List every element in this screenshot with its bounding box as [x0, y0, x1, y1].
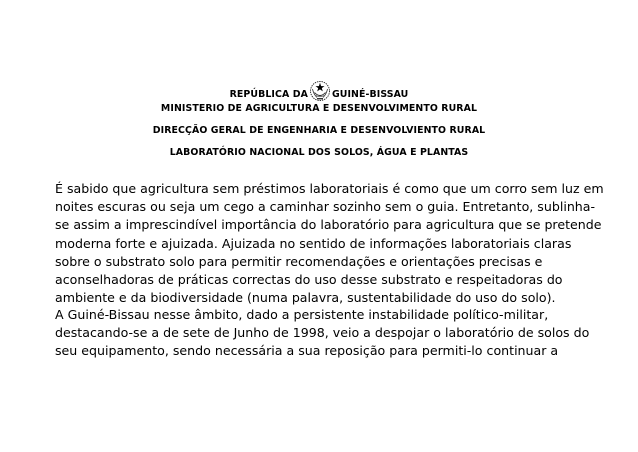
country-title-right: GUINÉ-BISSAU: [331, 89, 409, 100]
paragraph-2: [55, 306, 590, 361]
paragraph-line: aconselhadoras de práticas correctas do uso desse substrato e respeitadoras do: [55, 272, 563, 288]
paragraph-line: noites escuras ou seja um cego a caminhar sozinho sem o guia. Entretanto, sublinha-: [55, 199, 596, 215]
country-title-left: REPÚBLICA DA: [229, 89, 308, 100]
paragraph-line: seu equipamento, sendo necessária a sua reposição para permiti-lo continuar a: [55, 343, 559, 359]
paragraph-line: É sabido que agricultura sem préstimos laboratoriais é como que um corro sem luz em: [55, 181, 604, 196]
paragraph-line: moderna forte e ajuizada. Ajuizada no sentido de informações laboratoriais claras: [55, 235, 572, 251]
paragraph-line: destacando-se a de sete de Junho de 1998, veio a despojar o laboratório de solos do: [55, 325, 590, 341]
directorate-heading: DIRECÇÃO GERAL DE ENGENHARIA E DESENVOLVIENTO RURAL: [152, 125, 486, 136]
coat-of-arms-icon: [309, 80, 331, 102]
paragraph-1: [55, 180, 604, 307]
paragraph-line: se assim a imprescindível importância do laboratório para agricultura que se pretende: [55, 217, 602, 233]
laboratory-heading: LABORATÓRIO NACIONAL DOS SOLOS, ÁGUA E PLANTAS: [169, 147, 469, 158]
ministry-heading: MINISTERIO DE AGRICULTURA E DESENVOLVIMENTO RURAL: [160, 103, 478, 114]
paragraph-line: ambiente e da biodiversidade (numa palavra, sustentabilidade do uso do solo).: [55, 290, 556, 306]
paragraph-line: A Guiné-Bissau nesse âmbito, dado a persistente instabilidade político-militar,: [55, 307, 549, 322]
paragraph-line: sobre o substrato solo para permitir recomendações e orientações precisas e: [55, 253, 543, 269]
country-title: [0, 80, 638, 102]
